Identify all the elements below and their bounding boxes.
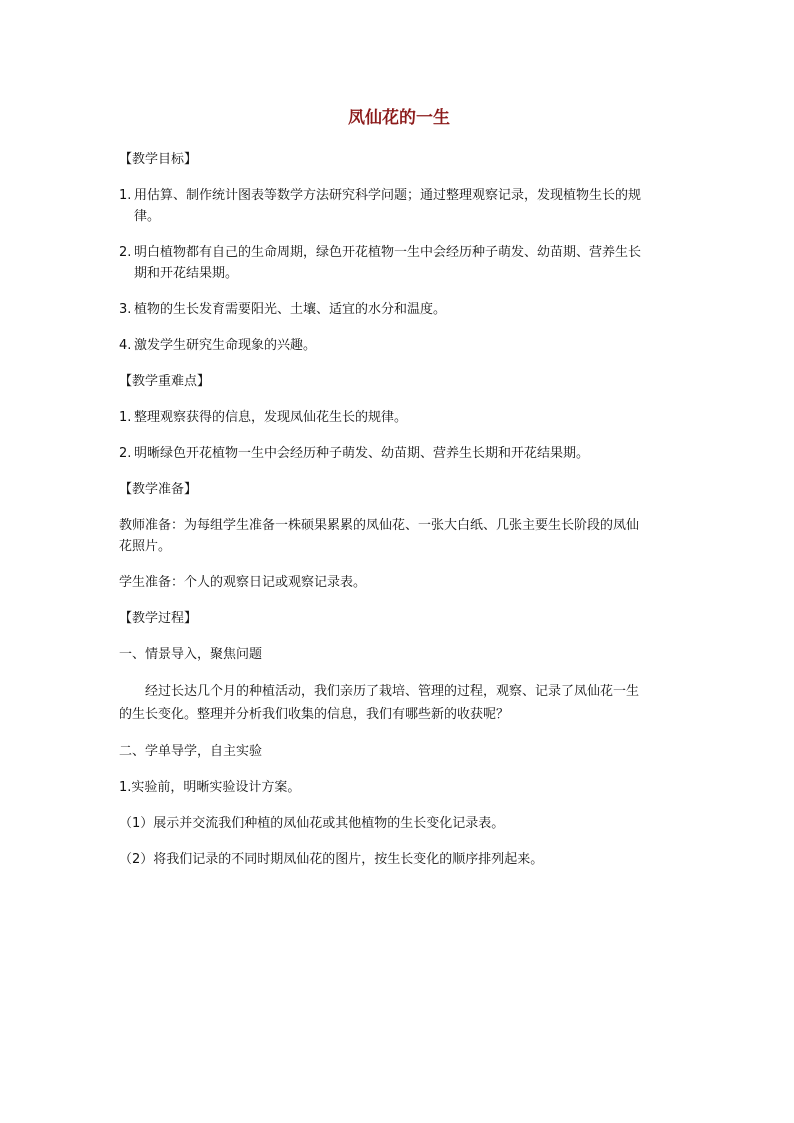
process-part-2-title: 二、学单导学，自主实验 xyxy=(119,744,263,759)
paragraph-line: 经过长达几个月的种植活动，我们亲历了栽培、管理的过程，观察、记录了凤仙花一生 xyxy=(145,684,640,699)
item-text-line: 植物的生长发育需要阳光、土壤、适宜的水分和温度。 xyxy=(134,302,447,317)
teacher-preparation-line: 教师准备：为每组学生准备一株硕果累累的凤仙花、一张大白纸、几张主要生长阶段的凤仙 xyxy=(119,518,640,533)
paragraph-line: 的生长变化。整理并分析我们收集的信息，我们有哪些新的收获呢？ xyxy=(119,707,510,722)
item-number: 1. xyxy=(119,410,132,425)
item-number: 3. xyxy=(119,302,132,317)
process-step-1: 1.实验前，明晰实验设计方案。 xyxy=(119,780,301,795)
item-text-line: 整理观察获得的信息，发现凤仙花生长的规律。 xyxy=(134,410,408,425)
student-preparation: 学生准备：个人的观察日记或观察记录表。 xyxy=(119,575,367,590)
objective-item-2 xyxy=(119,242,679,284)
process-substep-2: （2）将我们记录的不同时期凤仙花的图片，按生长变化的顺序排列起来。 xyxy=(119,852,544,867)
item-text-line: 明白植物都有自己的生命周期，绿色开花植物一生中会经历种子萌发、幼苗期、营养生长 xyxy=(134,245,642,260)
document-page xyxy=(119,100,679,870)
item-text-line: 用估算、制作统计图表等数学方法研究科学问题；通过整理观察记录，发现植物生长的规 xyxy=(134,188,642,203)
teacher-preparation xyxy=(119,515,679,557)
item-number: 1. xyxy=(119,188,132,203)
item-text-line: 明晰绿色开花植物一生中会经历种子萌发、幼苗期、营养生长期和开花结果期。 xyxy=(134,446,590,461)
item-number: 4. xyxy=(119,338,132,353)
document-title: 凤仙花的一生 xyxy=(348,108,450,128)
objective-item-1 xyxy=(119,185,679,227)
objective-item-4 xyxy=(119,335,679,356)
process-part-1-paragraph xyxy=(119,680,679,726)
section-heading-preparation: 【教学准备】 xyxy=(119,482,198,497)
teacher-preparation-line: 花照片。 xyxy=(119,539,172,554)
item-text-line: 律。 xyxy=(134,209,161,224)
item-text-line: 激发学生研究生命现象的兴趣。 xyxy=(134,338,317,353)
key-point-item-2 xyxy=(119,443,679,464)
process-part-1-title: 一、情景导入，聚焦问题 xyxy=(119,647,263,662)
key-point-item-1 xyxy=(119,407,679,428)
process-substep-1: （1）展示并交流我们种植的凤仙花或其他植物的生长变化记录表。 xyxy=(119,816,505,831)
section-heading-key-points: 【教学重难点】 xyxy=(119,374,211,389)
item-number: 2. xyxy=(119,446,132,461)
section-heading-process: 【教学过程】 xyxy=(119,611,198,626)
item-number: 2. xyxy=(119,245,132,260)
objective-item-3 xyxy=(119,299,679,320)
item-text-line: 期和开花结果期。 xyxy=(134,266,239,281)
section-heading-objectives: 【教学目标】 xyxy=(119,152,198,167)
